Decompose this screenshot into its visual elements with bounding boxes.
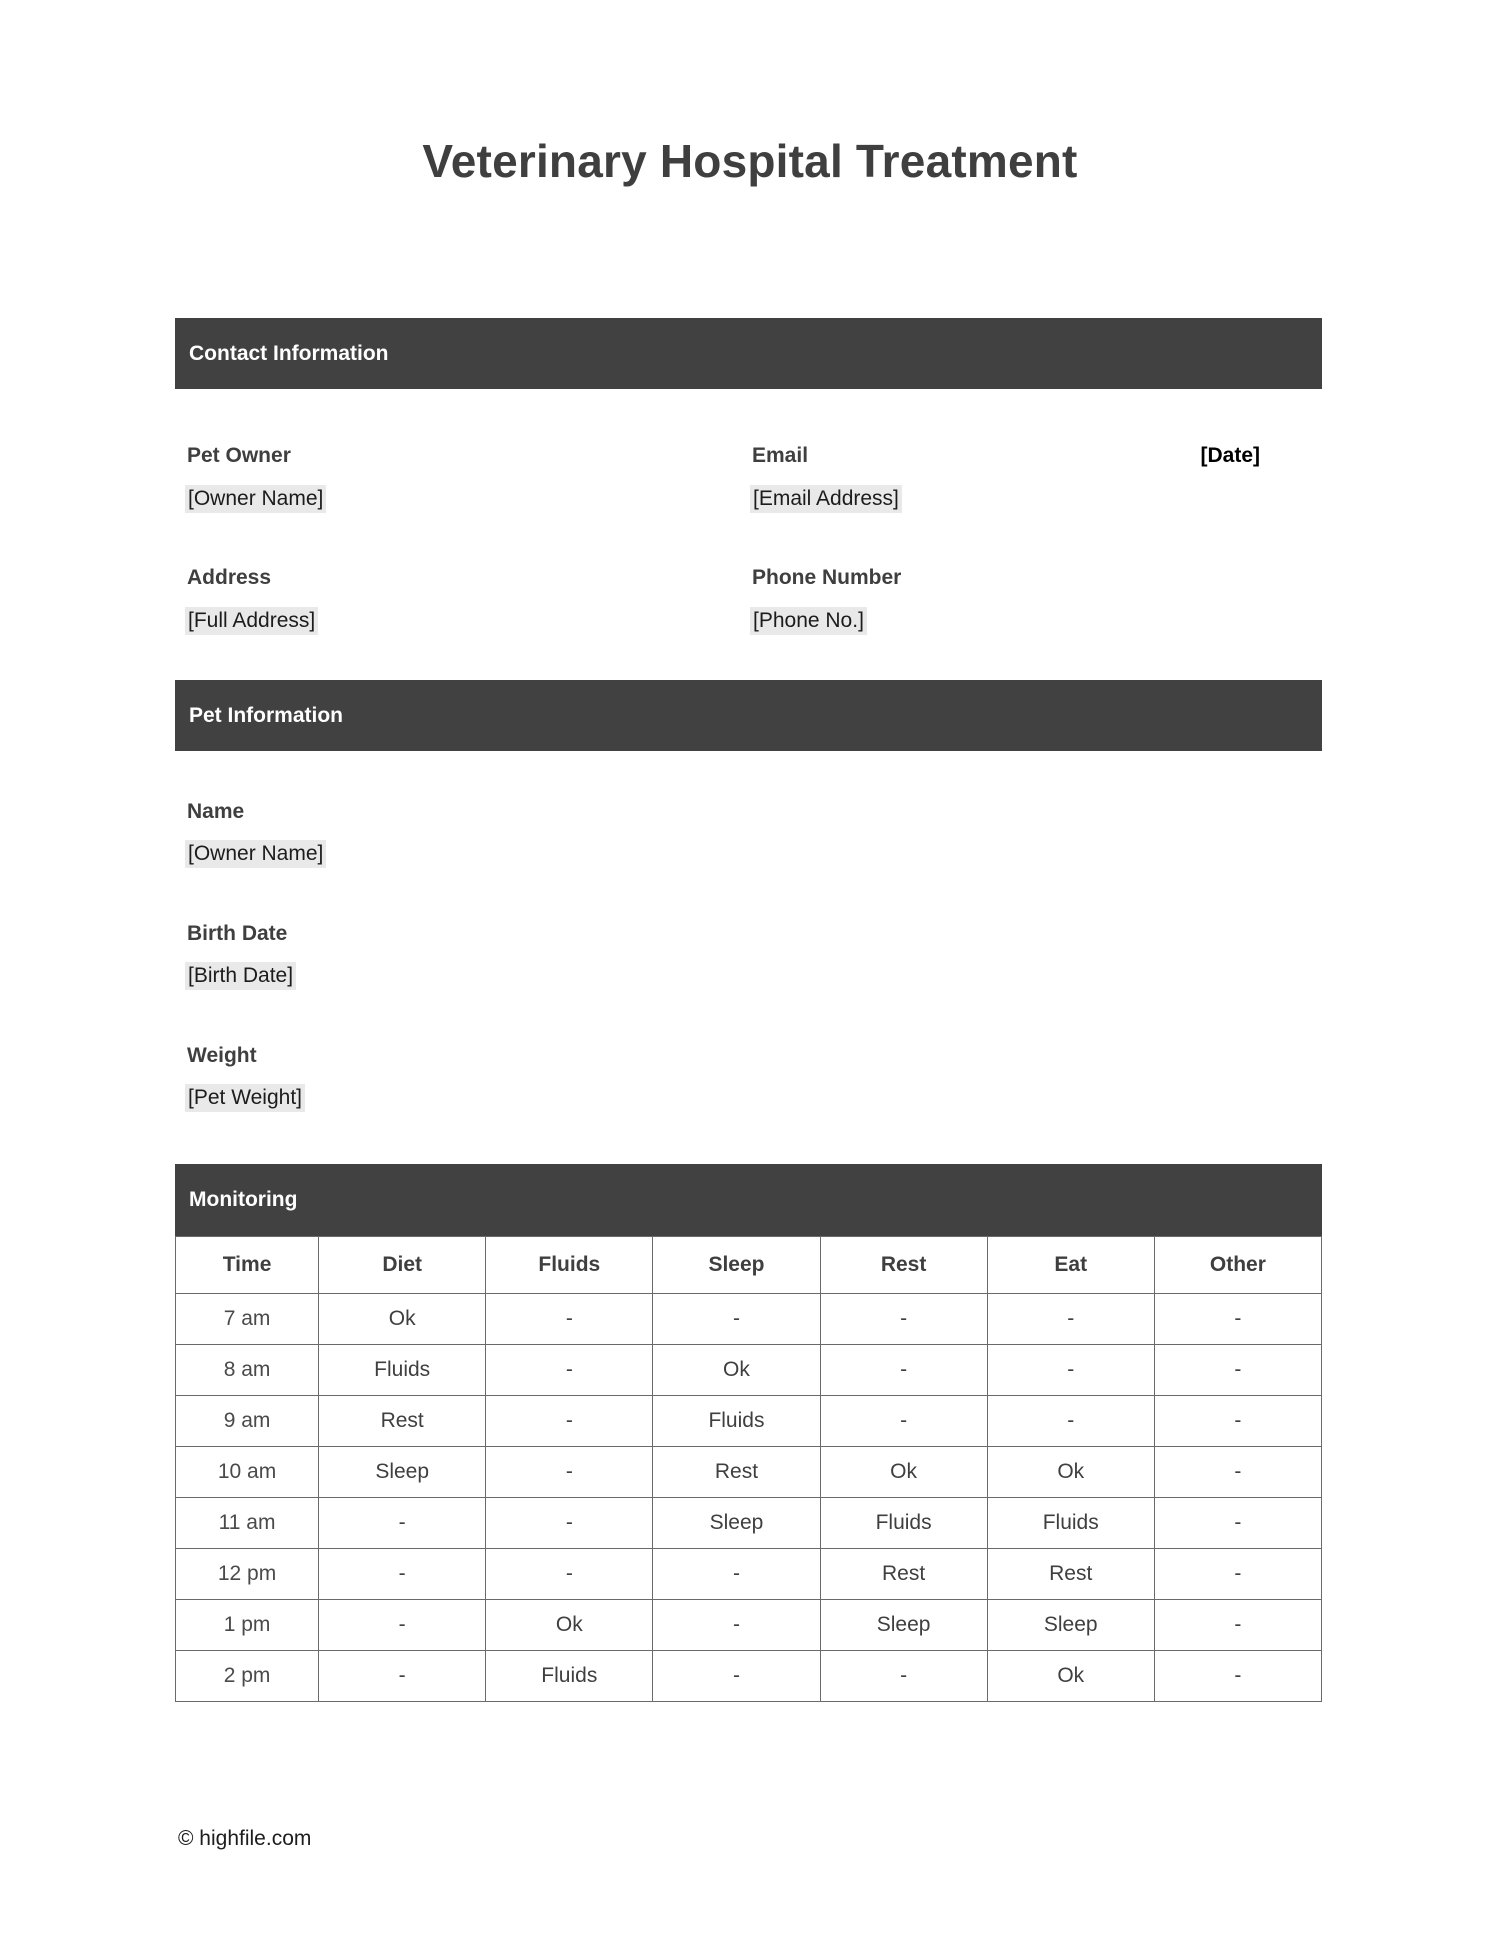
table-cell[interactable]: Ok (820, 1447, 987, 1498)
table-row (176, 1549, 1322, 1600)
table-cell[interactable]: - (820, 1396, 987, 1447)
field-phone-number[interactable]: [Phone No.] (750, 607, 867, 635)
table-cell[interactable]: - (1154, 1498, 1321, 1549)
section-header-monitoring (175, 1164, 1322, 1236)
table-cell-time[interactable]: 8 am (176, 1345, 319, 1396)
table-column-header: Other (1154, 1237, 1321, 1294)
table-cell[interactable]: - (1154, 1600, 1321, 1651)
table-cell[interactable]: - (319, 1600, 486, 1651)
section-header-contact-information (175, 318, 1322, 389)
table-cell[interactable]: - (486, 1294, 653, 1345)
table-cell[interactable]: - (1154, 1651, 1321, 1702)
table-cell[interactable]: - (1154, 1447, 1321, 1498)
table-row (176, 1600, 1322, 1651)
footer-copyright: © highfile.com (178, 1827, 312, 1850)
table-cell-time[interactable]: 7 am (176, 1294, 319, 1345)
table-cell[interactable]: - (1154, 1396, 1321, 1447)
table-row (176, 1498, 1322, 1549)
table-cell[interactable]: Fluids (987, 1498, 1154, 1549)
field-weight[interactable]: [Pet Weight] (185, 1084, 305, 1112)
table-column-header: Fluids (486, 1237, 653, 1294)
table-cell[interactable]: Ok (319, 1294, 486, 1345)
table-cell[interactable]: - (987, 1345, 1154, 1396)
label-address: Address (187, 566, 272, 589)
table-cell[interactable]: - (319, 1651, 486, 1702)
table-cell[interactable]: - (820, 1345, 987, 1396)
table-row (176, 1447, 1322, 1498)
table-cell[interactable]: Fluids (319, 1345, 486, 1396)
table-cell[interactable]: - (820, 1294, 987, 1345)
table-cell[interactable]: - (653, 1549, 820, 1600)
table-cell[interactable]: Fluids (486, 1651, 653, 1702)
table-cell[interactable]: - (319, 1549, 486, 1600)
table-cell[interactable]: - (653, 1600, 820, 1651)
table-cell[interactable]: Rest (319, 1396, 486, 1447)
date-tag[interactable]: [Date] (1200, 444, 1260, 467)
table-cell[interactable]: - (987, 1294, 1154, 1345)
section-header-contact-information-label: Contact Information (189, 341, 389, 365)
table-cell-time[interactable]: 9 am (176, 1396, 319, 1447)
table-cell[interactable]: - (486, 1396, 653, 1447)
table-cell[interactable]: Sleep (653, 1498, 820, 1549)
field-email[interactable]: [Email Address] (750, 485, 902, 513)
table-cell[interactable]: Sleep (987, 1600, 1154, 1651)
table-column-header: Diet (319, 1237, 486, 1294)
table-cell[interactable]: - (1154, 1294, 1321, 1345)
field-birth-date[interactable]: [Birth Date] (185, 962, 296, 990)
table-cell[interactable]: Rest (820, 1549, 987, 1600)
section-header-pet-information (175, 680, 1322, 751)
field-address[interactable]: [Full Address] (185, 607, 318, 635)
table-cell[interactable]: Rest (653, 1447, 820, 1498)
table-cell[interactable]: - (486, 1447, 653, 1498)
monitoring-table (175, 1236, 1322, 1702)
section-header-monitoring-label: Monitoring (189, 1188, 298, 1211)
table-cell[interactable]: - (319, 1498, 486, 1549)
label-weight: Weight (187, 1044, 257, 1067)
table-cell-time[interactable]: 11 am (176, 1498, 319, 1549)
table-cell[interactable]: Sleep (319, 1447, 486, 1498)
table-column-header: Sleep (653, 1237, 820, 1294)
label-phone-number: Phone Number (752, 566, 902, 589)
table-cell-time[interactable]: 1 pm (176, 1600, 319, 1651)
table-cell[interactable]: Ok (987, 1651, 1154, 1702)
label-birth-date: Birth Date (187, 922, 288, 945)
table-cell[interactable]: - (1154, 1549, 1321, 1600)
table-cell-time[interactable]: 2 pm (176, 1651, 319, 1702)
table-cell[interactable]: - (1154, 1345, 1321, 1396)
table-cell-time[interactable]: 10 am (176, 1447, 319, 1498)
table-column-header: Rest (820, 1237, 987, 1294)
label-pet-name: Name (187, 800, 245, 823)
table-cell[interactable]: - (486, 1549, 653, 1600)
table-row (176, 1345, 1322, 1396)
table-cell[interactable]: - (486, 1498, 653, 1549)
table-row (176, 1396, 1322, 1447)
field-pet-name[interactable]: [Owner Name] (185, 840, 326, 868)
table-column-header: Eat (987, 1237, 1154, 1294)
label-pet-owner: Pet Owner (187, 444, 291, 467)
table-header-row (176, 1237, 1322, 1294)
table-row (176, 1294, 1322, 1345)
table-cell[interactable]: Ok (486, 1600, 653, 1651)
table-column-header: Time (176, 1237, 319, 1294)
page-title: Veterinary Hospital Treatment (422, 135, 1078, 187)
label-email: Email (752, 444, 809, 467)
table-cell[interactable]: Ok (987, 1447, 1154, 1498)
table-cell[interactable]: Fluids (653, 1396, 820, 1447)
table-cell[interactable]: Fluids (820, 1498, 987, 1549)
table-row (176, 1651, 1322, 1702)
table-cell[interactable]: Sleep (820, 1600, 987, 1651)
table-cell[interactable]: - (653, 1651, 820, 1702)
field-pet-owner[interactable]: [Owner Name] (185, 485, 326, 513)
table-cell[interactable]: - (486, 1345, 653, 1396)
table-cell[interactable]: - (653, 1294, 820, 1345)
table-cell[interactable]: Rest (987, 1549, 1154, 1600)
section-header-pet-information-label: Pet Information (189, 703, 344, 727)
table-cell-time[interactable]: 12 pm (176, 1549, 319, 1600)
table-cell[interactable]: - (820, 1651, 987, 1702)
table-cell[interactable]: - (987, 1396, 1154, 1447)
table-cell[interactable]: Ok (653, 1345, 820, 1396)
